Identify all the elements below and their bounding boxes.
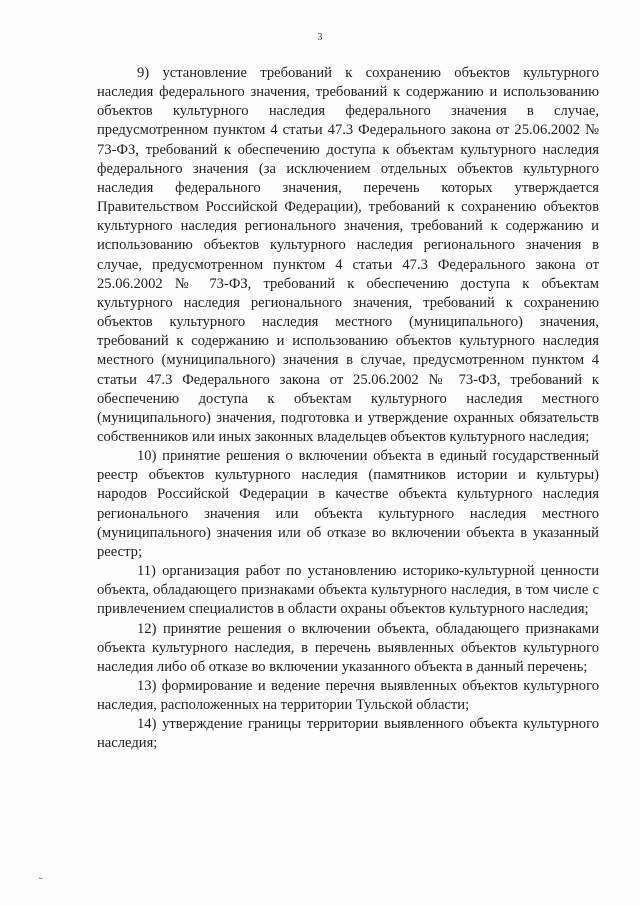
paragraph-item-14: 14) утверждение границы территории выявленного объекта культурного наследия; [97, 716, 599, 752]
document-body [97, 64, 599, 754]
page-number: 3 [317, 32, 323, 43]
paragraph-item-9: 9) установление требований к сохранению объектов культурного наследия федерального значения, требований к содержанию и использованию объектов культурного наследия федерального значения в случае, предусмотренном пунктом 4 статьи 47.3 Федерального закона от 25.06.2002 № 73-ФЗ, требований к обеспечению доступа к объектам культурного наследия федерального значения (за исключением отдельных объектов культурного наследия федерального значения, перечень которых утверждается Правительством Российской Федерации), требований к сохранению объектов культурного наследия регионального значения, требований к содержанию и использованию объектов культурного наследия регионального значения в случае, предусмотренном пунктом 4 статьи 47.3 Федерального закона от 25.06.2002 № 73-ФЗ, требований к обеспечению доступа к объектам культурного наследия регионального значения, требований к сохранению объектов культурного наследия местного (муниципального) значения, требований к содержанию и использованию объектов культурного наследия местного (муниципального) значения в случае, предусмотренном пунктом 4 статьи 47.3 Федерального закона от 25.06.2002 № 73-ФЗ, требований к обеспечению доступа к объектам культурного наследия местного (муниципального) значения, подготовка и утверждение охранных обязательств собственников или иных законных владельцев объектов культурного наследия; [97, 65, 599, 445]
paragraph-item-11: 11) организация работ по установлению историко-культурной ценности объекта, обладающего признаками объекта культурного наследия, в том числе с привлечением специалистов в области охраны объектов культурного наследия; [97, 563, 599, 618]
paragraph-item-12: 12) принятие решения о включении объекта, обладающего признаками объекта культурного наследия, в перечень выявленных объектов культурного наследия либо об отказе во включении указанного объекта в данный перечень; [97, 620, 599, 675]
scan-speck: ˘ [38, 876, 44, 889]
paragraph-item-10: 10) принятие решения о включении объекта в единый государственный реестр объектов культурного наследия (памятников истории и культуры) народов Российской Федерации в качестве объекта культурного наследия регионального значения или объекта культурного наследия местного (муниципального) значения или об отказе во включении объекта в указанный реестр; [97, 448, 599, 560]
paragraph-item-13: 13) формирование и ведение перечня выявленных объектов культурного наследия, расположенных на территории Тульской области; [97, 678, 599, 714]
